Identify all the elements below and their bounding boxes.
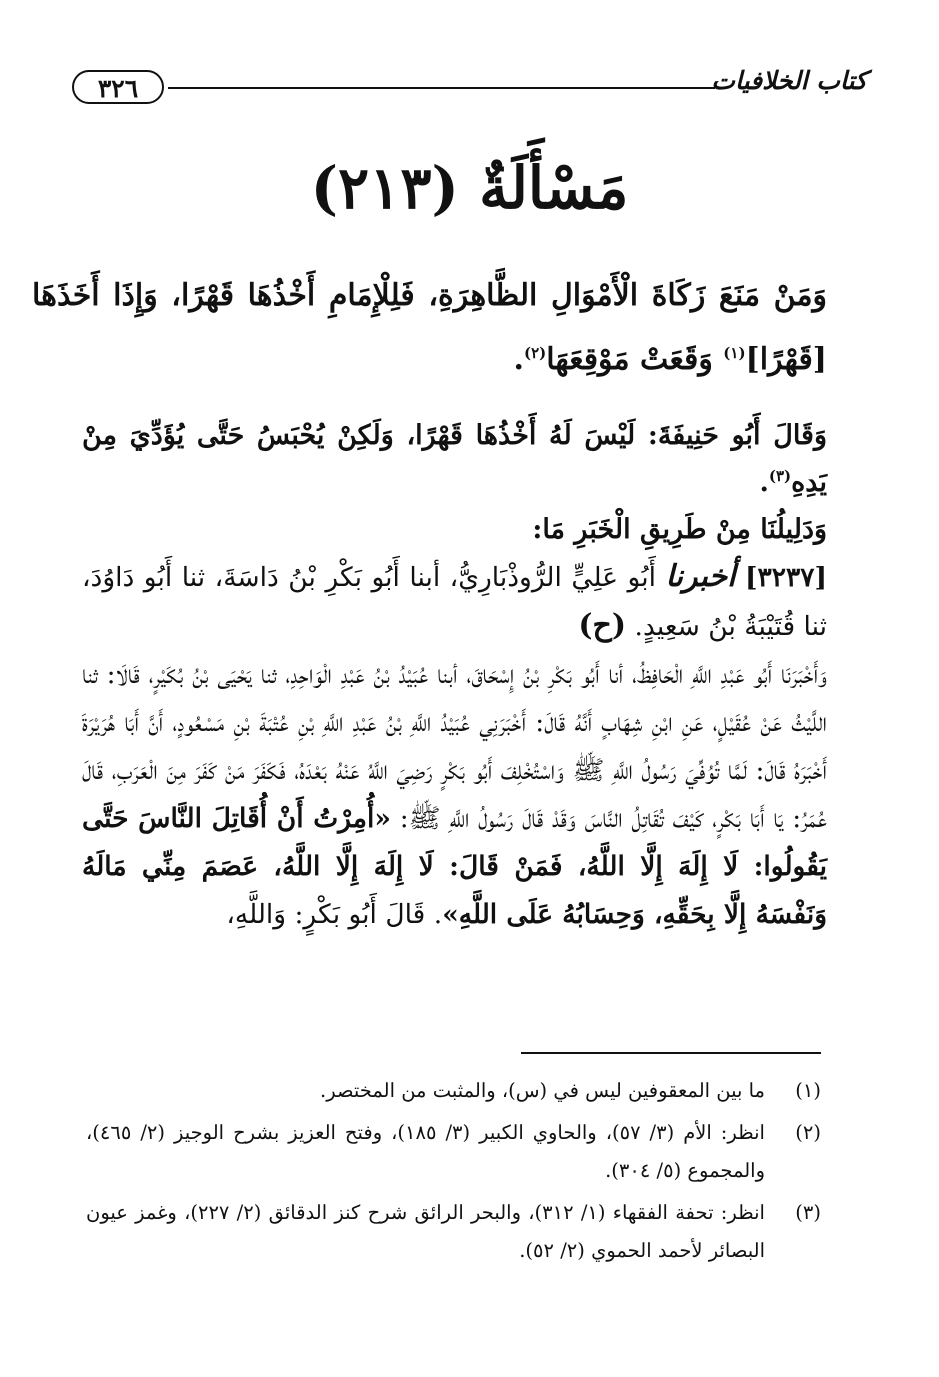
main-text: [32, 264, 827, 939]
after-quote: . قَالَ أَبُو بَكْرٍ: وَاللَّهِ،: [226, 899, 443, 930]
isnad-paragraph: [82, 651, 827, 939]
footnote-3: [86, 1194, 821, 1270]
footnote-rule: [521, 1052, 821, 1054]
footnote-marker-2: (٢): [523, 344, 547, 362]
hadith-ref-word: أخبرنا: [665, 559, 736, 594]
isnad-1: أَبُو عَلِيٍّ الرُّوذْبَارِيُّ، أبنا أَبُو بَكْرِ بْنُ دَاسَةَ، ثنا أَبُو دَاوُدَ، ثنا قُتَيْبَةُ بْنُ سَعِيدٍ.: [82, 562, 827, 642]
matn-paragraph: [32, 264, 827, 392]
prophetic-quote: «أُمِرْتُ أَنْ أُقَاتِلَ النَّاسَ حَتَّى يَقُولُوا: لَا إِلَهَ إِلَّا اللَّهُ، فَمَنْ قَالَ: لَا إِلَهَ إِلَّا اللَّهُ، عَصَمَ مِنِّي مَالَهُ وَنَفْسَهُ إِلَّا بِحَقِّهِ، وَحِسَابُهُ عَلَى اللَّهِ»: [82, 803, 827, 930]
footnote-1: [86, 1072, 821, 1110]
hadith-number: [٣٢٣٧]: [744, 562, 827, 593]
chapter-title: مَسْأَلَةٌ (٢١٣): [310, 154, 629, 222]
footnote-marker-3: (٣): [768, 467, 792, 485]
page-number: ٣٢٦: [72, 70, 164, 104]
footnote-text: انظر: الأم (٣/ ٥٧)، والحاوي الكبير (٣/ ١٨٥)، وفتح العزيز بشرح الوجيز (٢/ ٤٦٥)، والمجموع (٥/ ٣٠٤).: [86, 1121, 765, 1182]
matn-text-end: وَقَعَتْ مَوْقِعَهَا: [546, 342, 713, 377]
matn-text: وَمَنْ مَنَعَ زَكَاةَ الْأَمْوَالِ الظَّاهِرَةِ، فَلِلْإِمَامِ أَخْذُهَا قَهْرًا، وَإِذَا أَخَذَهَا [قَهْرًا]: [32, 278, 827, 377]
spacer: [82, 392, 827, 412]
daleel-paragraph: وَدَلِيلُنَا مِنْ طَرِيقِ الْخَبَرِ مَا:: [532, 514, 827, 545]
hadith-paragraph: [82, 553, 827, 651]
tahwil-marker: (ح): [578, 608, 627, 643]
isnad-2: وَأَخْبَرَنَا أَبُو عَبْدِ اللَّهِ الْحَافِظُ، أنا أَبُو بَكْرِ بْنُ إِسْحَاقَ، أبنا عُبَيْدُ بْنُ عَبْدِ الْوَاحِدِ، ثنا يَحْيَى بْنُ بُكَيْرٍ، قَالَا: ثنا اللَّيْثُ عَنْ عُقَيْلٍ، عَنِ ابْنِ شِهَابٍ أَنَّهُ قَالَ: أَخْبَرَنِي عُبَيْدُ اللَّهِ بْنُ عَبْدِ اللَّهِ بْنِ عُتْبَةَ بْنِ مَسْعُودٍ، أَنَّ أَبَا هُرَيْرَةَ أَخْبَرَهُ قَالَ: لَمَّا تُوُفِّيَ رَسُولُ اللَّهِ ﷺ وَاسْتُخْلِفَ أَبُو بَكْرٍ رَضِيَ اللَّهُ عَنْهُ بَعْدَهُ، فَكَفَرَ مَنْ كَفَرَ مِنَ الْعَرَبِ، قَالَ عُمَرُ: يَا أَبَا بَكْرٍ، كَيْفَ تُقَاتِلُ النَّاسَ وَقَدْ قَالَ رَسُولُ اللَّهِ ﷺ:: [82, 659, 827, 834]
book-title: كتاب الخلافيات: [711, 66, 867, 95]
footnote-2: [86, 1114, 821, 1190]
header-rule: [168, 87, 715, 89]
matn-end-punct: .: [513, 342, 524, 377]
footnote-number: (٣): [795, 1201, 821, 1224]
hanifa-text: وَقَالَ أَبُو حَنِيفَةَ: لَيْسَ لَهُ أَخْذُهَا قَهْرًا، وَلَكِنْ يُحْبَسُ حَتَّى يُؤَدِّيَ مِنْ يَدِهِ: [82, 420, 827, 498]
hanifa-paragraph: [82, 412, 827, 506]
page-header: [72, 62, 867, 112]
footnote-text: ما بين المعقوفين ليس في (س)، والمثبت من المختصر.: [320, 1079, 765, 1102]
footnote-text: انظر: تحفة الفقهاء (١/ ٣١٢)، والبحر الرائق شرح كنز الدقائق (٢/ ٢٢٧)، وغمز عيون البصائر لأحمد الحموي (٢/ ٥٢).: [86, 1201, 765, 1262]
footnotes: [86, 1072, 821, 1274]
footnote-marker-1: (١): [723, 344, 746, 362]
footnote-number: (٢): [795, 1121, 821, 1144]
footnote-number: (١): [795, 1079, 821, 1102]
hanifa-end: .: [759, 467, 769, 498]
